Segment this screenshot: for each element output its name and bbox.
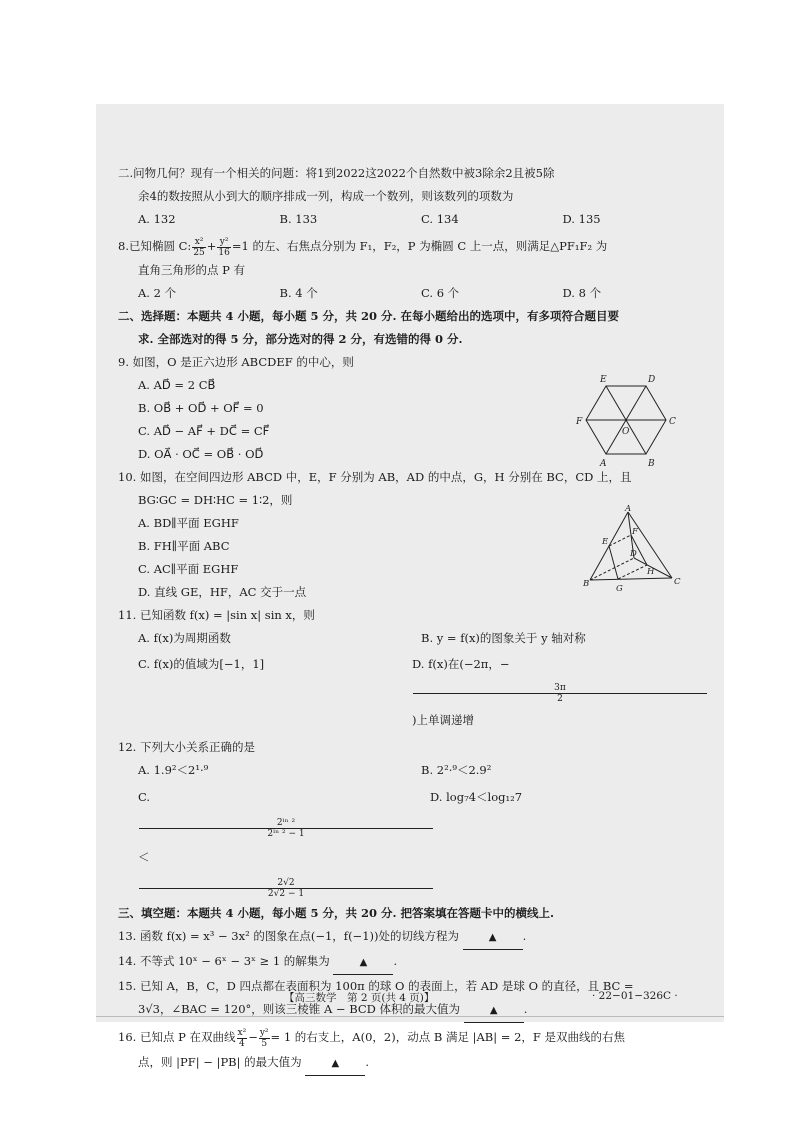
q16-frac-y-num: y² <box>259 1027 269 1038</box>
hex-label-d: D <box>648 375 656 385</box>
tet-label-b: B <box>583 579 590 589</box>
q16-end: . <box>365 1055 369 1069</box>
hex-label-c: C <box>669 417 676 427</box>
q9-option-a: A. AD⃗ = 2 CB⃗ <box>138 378 216 392</box>
hex-label-o: O <box>622 427 630 437</box>
q10-line1: 10. 如图，在空间四边形 ABCD 中，E，F 分别为 AB，AD 的中点，G，H 分别在 BC，CD 上，且 <box>118 470 632 484</box>
q16-minus: − <box>248 1030 258 1044</box>
q12-stem: 12. 下列大小关系正确的是 <box>118 740 255 754</box>
tet-label-h: H <box>647 567 655 577</box>
footer-code: · 22−01−326C · <box>592 990 678 1002</box>
q13-answer-blank <box>463 925 523 950</box>
q7-option-c: C. 134 <box>421 212 459 226</box>
edge-bc <box>590 578 672 580</box>
section3-heading: 三、填空题：本题共 4 小题，每小题 5 分，共 20 分. 把答案填在答题卡中的横线上. <box>118 906 555 920</box>
q11-stem: 11. 已知函数 f(x) = |sin x| sin x，则 <box>118 608 315 622</box>
tet-label-f: F <box>632 527 638 537</box>
tet-label-d: D <box>630 549 637 559</box>
q10-option-b: B. FH∥平面 ABC <box>138 539 230 553</box>
exam-page <box>96 104 724 1069</box>
tet-label-c: C <box>674 577 681 587</box>
q8-plus: + <box>206 239 217 253</box>
q16-frac-x-num: x² <box>237 1027 247 1038</box>
q8-option-c: C. 6 个 <box>421 286 460 300</box>
q11-option-d <box>412 650 704 734</box>
q12-options-row1 <box>118 759 704 782</box>
q12-option-c-frac1-num: 2ˡⁿ ² <box>139 818 433 829</box>
q8-frac-y-den: 16 <box>218 247 230 258</box>
exam-content <box>118 162 704 1076</box>
q10-option-a: A. BD∥平面 EGHF <box>138 516 239 530</box>
q7-line2: 余4的数按照从小到大的顺序排成一列，构成一个数列，则该数列的项数为 <box>138 189 514 203</box>
q10-line2: BG∶GC = DH∶HC = 1∶2，则 <box>138 493 293 507</box>
bottom-divider <box>96 1016 724 1017</box>
q13-text: 13. 函数 f(x) = x³ − 3x² 的图象在点(−1，f(−1))处的切线方程为 <box>118 929 459 943</box>
q16-line1 <box>118 1023 704 1051</box>
q8-frac-y-num: y² <box>217 237 230 248</box>
q12-option-c-frac2-num: 2√2 <box>139 878 433 889</box>
q14-triangle-icon: ▲ <box>359 957 368 968</box>
q16-answer-blank <box>305 1051 365 1076</box>
q11-option-a: A. f(x)为周期函数 <box>138 631 231 645</box>
q12-option-b: B. 2²·⁹＜2.9² <box>421 763 492 777</box>
q12-option-c-frac1-den: 2ˡⁿ ² − 1 <box>267 828 305 839</box>
q8-option-d: D. 8 个 <box>562 286 602 300</box>
q7-option-d: D. 135 <box>562 212 601 226</box>
q16-line2 <box>118 1051 704 1076</box>
hexagon-figure <box>574 374 684 474</box>
q8-options <box>118 282 704 305</box>
q13-triangle-icon: ▲ <box>488 932 497 943</box>
q11-option-c: C. f(x)的值域为[−1，1] <box>138 657 265 671</box>
q15-line2-text: 3√3，∠BAC = 120°，则该三棱锥 A − BCD 体积的最大值为 <box>138 1002 461 1016</box>
q10-option-d: D. 直线 GE，HF，AC 交于一点 <box>138 585 307 599</box>
segment-eg <box>609 546 618 579</box>
q14-end: . <box>393 954 398 968</box>
q11-options-row2 <box>118 650 704 734</box>
q15-answer-blank <box>464 998 524 1023</box>
q11-options-row1 <box>118 627 704 650</box>
q11-option-d-frac-num: 3π <box>413 683 707 694</box>
q8-option-b: B. 4 个 <box>279 286 318 300</box>
q8-frac-x <box>192 237 205 258</box>
hex-label-b: B <box>648 459 655 469</box>
q11-option-b: B. y = f(x)的图象关于 y 轴对称 <box>421 631 586 645</box>
tet-label-a: A <box>625 504 632 514</box>
q11-option-d-frac-den: 2 <box>557 693 563 704</box>
q15-triangle-icon: ▲ <box>489 1005 498 1016</box>
q8-suffix: =1 的左、右焦点分别为 F₁，F₂，P 为椭圆 C 上一点，则满足△PF₁F₂ 为 <box>231 239 608 253</box>
q14 <box>118 950 704 975</box>
q15-end: . <box>523 1002 528 1016</box>
q12-option-c-frac2-den: 2√2 − 1 <box>267 888 305 899</box>
q8-prefix: 8.已知椭圆 C: <box>118 239 192 253</box>
q16-prefix: 16. 已知点 P 在双曲线 <box>118 1030 236 1044</box>
q16-frac-x-den: 4 <box>238 1038 245 1049</box>
tet-label-g: G <box>616 584 623 594</box>
q7-options <box>118 208 704 231</box>
q8-frac-x-den: 25 <box>193 247 205 258</box>
q13 <box>118 925 704 950</box>
q8-option-a: A. 2 个 <box>138 286 177 300</box>
q12-option-c-pre: C. <box>138 790 151 804</box>
q8-frac-y <box>217 237 230 258</box>
q15-line1: 15. 已知 A，B，C，D 四点都在表面积为 100π 的球 O 的表面上，若 AD 是球 O 的直径，且 BC = <box>118 979 634 993</box>
q16-frac-x <box>237 1028 248 1049</box>
q13-end: . <box>522 929 527 943</box>
segment-gh <box>618 565 647 579</box>
q9-stem: 9. 如图，O 是正六边形 ABCDEF 的中心，则 <box>118 355 354 369</box>
q12-option-a: A. 1.9²＜2¹·⁹ <box>138 763 209 777</box>
q9-option-b: B. OB⃗ + OD⃗ + OF⃗ = 0 <box>138 401 264 415</box>
q12-option-c-frac2 <box>139 878 431 899</box>
q8-frac-x-num: x² <box>192 237 205 248</box>
q9-option-d: D. OA⃗ · OC⃗ = OB⃗ · OD⃗ <box>138 447 264 461</box>
q11-option-d-post: )上单调递增 <box>412 713 474 727</box>
tet-label-e: E <box>602 537 609 547</box>
q7-line1: 二.问物几何？现有一个相关的问题：将1到2022这2022个自然数中被3除余2且被5除 <box>118 166 555 180</box>
q7-option-a: A. 132 <box>138 212 176 226</box>
section2-heading-line1: 二、选择题：本题共 4 小题，每小题 5 分，共 20 分. 在每小题给出的选项中，有多项符合题目要 <box>118 309 620 323</box>
q11-option-d-pre: D. f(x)在(−2π，− <box>412 657 510 671</box>
hex-label-a: A <box>600 459 607 469</box>
hex-label-f: F <box>576 417 583 427</box>
q12-options-row2 <box>118 782 704 902</box>
q12-option-c-mid: ＜ <box>138 850 150 864</box>
q11-option-d-frac <box>413 683 705 704</box>
q14-answer-blank <box>333 950 393 975</box>
q7-option-b: B. 133 <box>279 212 318 226</box>
q8-stem <box>118 233 704 259</box>
q16-frac-y-den: 5 <box>261 1038 268 1049</box>
q10-option-c: C. AC∥平面 EGHF <box>138 562 239 576</box>
hex-label-e: E <box>600 375 607 385</box>
q16-line2-text: 点，则 |PF| − |PB| 的最大值为 <box>138 1055 302 1069</box>
q12-option-c <box>138 782 430 902</box>
q16-triangle-icon: ▲ <box>331 1058 340 1069</box>
footer-page-info: 【高三数学 第 2 页(共 4 页)】 <box>284 992 435 1004</box>
q16-suffix: = 1 的右支上，A(0，2)，动点 B 满足 |AB| = 2，F 是双曲线的右焦 <box>270 1030 626 1044</box>
tetrahedron-figure <box>584 504 684 599</box>
q16-frac-y <box>259 1028 270 1049</box>
section2-heading-line2: 求. 全部选对的得 5 分，部分选对的得 2 分，有选错的得 0 分. <box>138 332 463 346</box>
q8-line2: 直角三角形的点 P 有 <box>138 263 246 277</box>
q12-option-d: D. log₇4＜log₁₂7 <box>430 790 523 804</box>
q14-text: 14. 不等式 10ˣ − 6ˣ − 3ˣ ≥ 1 的解集为 <box>118 954 330 968</box>
q9-option-c: C. AD⃗ − AF⃗ + DC⃗ = CF⃗ <box>138 424 270 438</box>
q12-option-c-frac1 <box>139 818 431 839</box>
